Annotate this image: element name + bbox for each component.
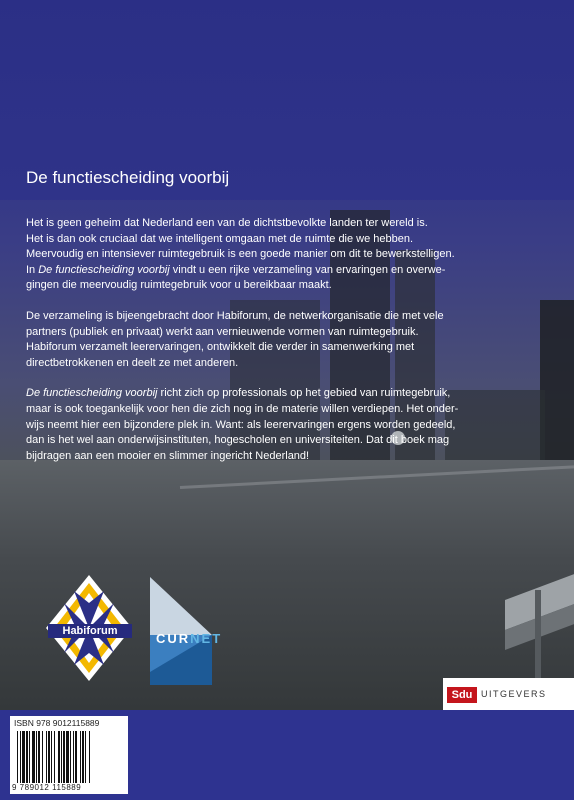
cur-text: CUR bbox=[156, 631, 191, 646]
publisher-name: UITGEVERS bbox=[481, 689, 547, 699]
barcode-number: 9 789012 115889 bbox=[12, 783, 82, 792]
text-line: maar is ook toegankelijk voor hen die zich nog in de materie willen verdiepen. Het onder- bbox=[26, 402, 459, 415]
text-fragment: richt zich op professionals op het gebied van ruimtegebruik, bbox=[157, 387, 451, 400]
barcode-bar bbox=[89, 731, 90, 783]
curnet-wordmark bbox=[156, 631, 222, 646]
barcode-bar bbox=[61, 731, 62, 783]
barcode-icon bbox=[16, 731, 120, 783]
barcode-bar bbox=[63, 731, 65, 783]
net-text: NET bbox=[190, 631, 223, 646]
barcode-bar bbox=[32, 731, 35, 783]
barcode-bar bbox=[29, 731, 30, 783]
text-line bbox=[26, 386, 556, 402]
text-line: directbetrokkenen en deelt ze met anderen. bbox=[26, 356, 239, 369]
barcode-bar bbox=[51, 731, 52, 783]
barcode-bar bbox=[73, 731, 74, 783]
barcode-bar bbox=[22, 731, 25, 783]
barcode-bar bbox=[48, 731, 50, 783]
habiforum-label: Habiforum bbox=[48, 624, 132, 638]
text-line: De verzameling is bijeengebracht door Habiforum, de netwerkorganisatie die met vele bbox=[26, 309, 444, 322]
italic-title: De functiescheiding voorbij bbox=[26, 387, 158, 400]
barcode-bar bbox=[66, 731, 69, 783]
barcode-bar bbox=[58, 731, 60, 783]
text-line: gingen die meervoudig ruimtegebruik voor u bereikbaar maakt. bbox=[26, 279, 332, 292]
text-line: Het is geen geheim dat Nederland een van de dichtstbevolkte landen ter wereld is. bbox=[26, 217, 428, 229]
barcode-bar bbox=[26, 731, 28, 783]
barcode-bar bbox=[85, 731, 86, 783]
text-fragment: vindt u een rijke verzameling van ervaringen en overwe- bbox=[169, 263, 446, 276]
paragraph-3 bbox=[26, 386, 556, 464]
barcode-bar bbox=[75, 731, 77, 783]
text-line: Het is dan ook cruciaal dat we intelligent omgaan met de ruimte die we hebben. bbox=[26, 232, 414, 245]
isbn-label: ISBN 978 9012115889 bbox=[14, 718, 100, 728]
text-fragment: In bbox=[26, 263, 39, 276]
text-line: Habiforum verzamelt leerervaringen, ontwikkelt die verder in samenwerking met bbox=[26, 341, 415, 354]
text-line: partners (publiek en privaat) werkt aan vernieuwende vormen van ruimtegebruik. bbox=[26, 325, 419, 338]
barcode-bar bbox=[80, 731, 81, 783]
barcode-bar bbox=[70, 731, 71, 783]
barcode-bar bbox=[82, 731, 84, 783]
text-line: wijs neemt hier een bijzondere plek in. Want: als leerervaringen ergens worden gedeeld, bbox=[26, 418, 456, 431]
book-title: De functiescheiding voorbij bbox=[26, 168, 230, 187]
text-line: bijdragen aan een mooier en slimmer ingericht Nederland! bbox=[26, 449, 310, 462]
paragraph-2 bbox=[26, 309, 556, 371]
text-line: Meervoudig en intensiever ruimtegebruik is een goede manier om dit te bewerkstelligen. bbox=[26, 248, 455, 261]
barcode-bar bbox=[36, 731, 37, 783]
text-line bbox=[26, 263, 556, 279]
paragraph-1 bbox=[26, 216, 556, 294]
italic-title: De functiescheiding voorbij bbox=[38, 263, 170, 276]
back-cover-blurb bbox=[26, 216, 556, 479]
text-line: dan is het wel aan onderwijsinstituten, hogescholen en universiteiten. Dat dit boek mag bbox=[26, 434, 450, 447]
barcode-bar bbox=[54, 731, 55, 783]
barcode-bar bbox=[17, 731, 18, 783]
barcode-bar bbox=[46, 731, 47, 783]
barcode-bar bbox=[42, 731, 43, 783]
barcode-bar bbox=[20, 731, 21, 783]
barcode-bar bbox=[38, 731, 40, 783]
sdu-logo: Sdu bbox=[447, 687, 477, 703]
